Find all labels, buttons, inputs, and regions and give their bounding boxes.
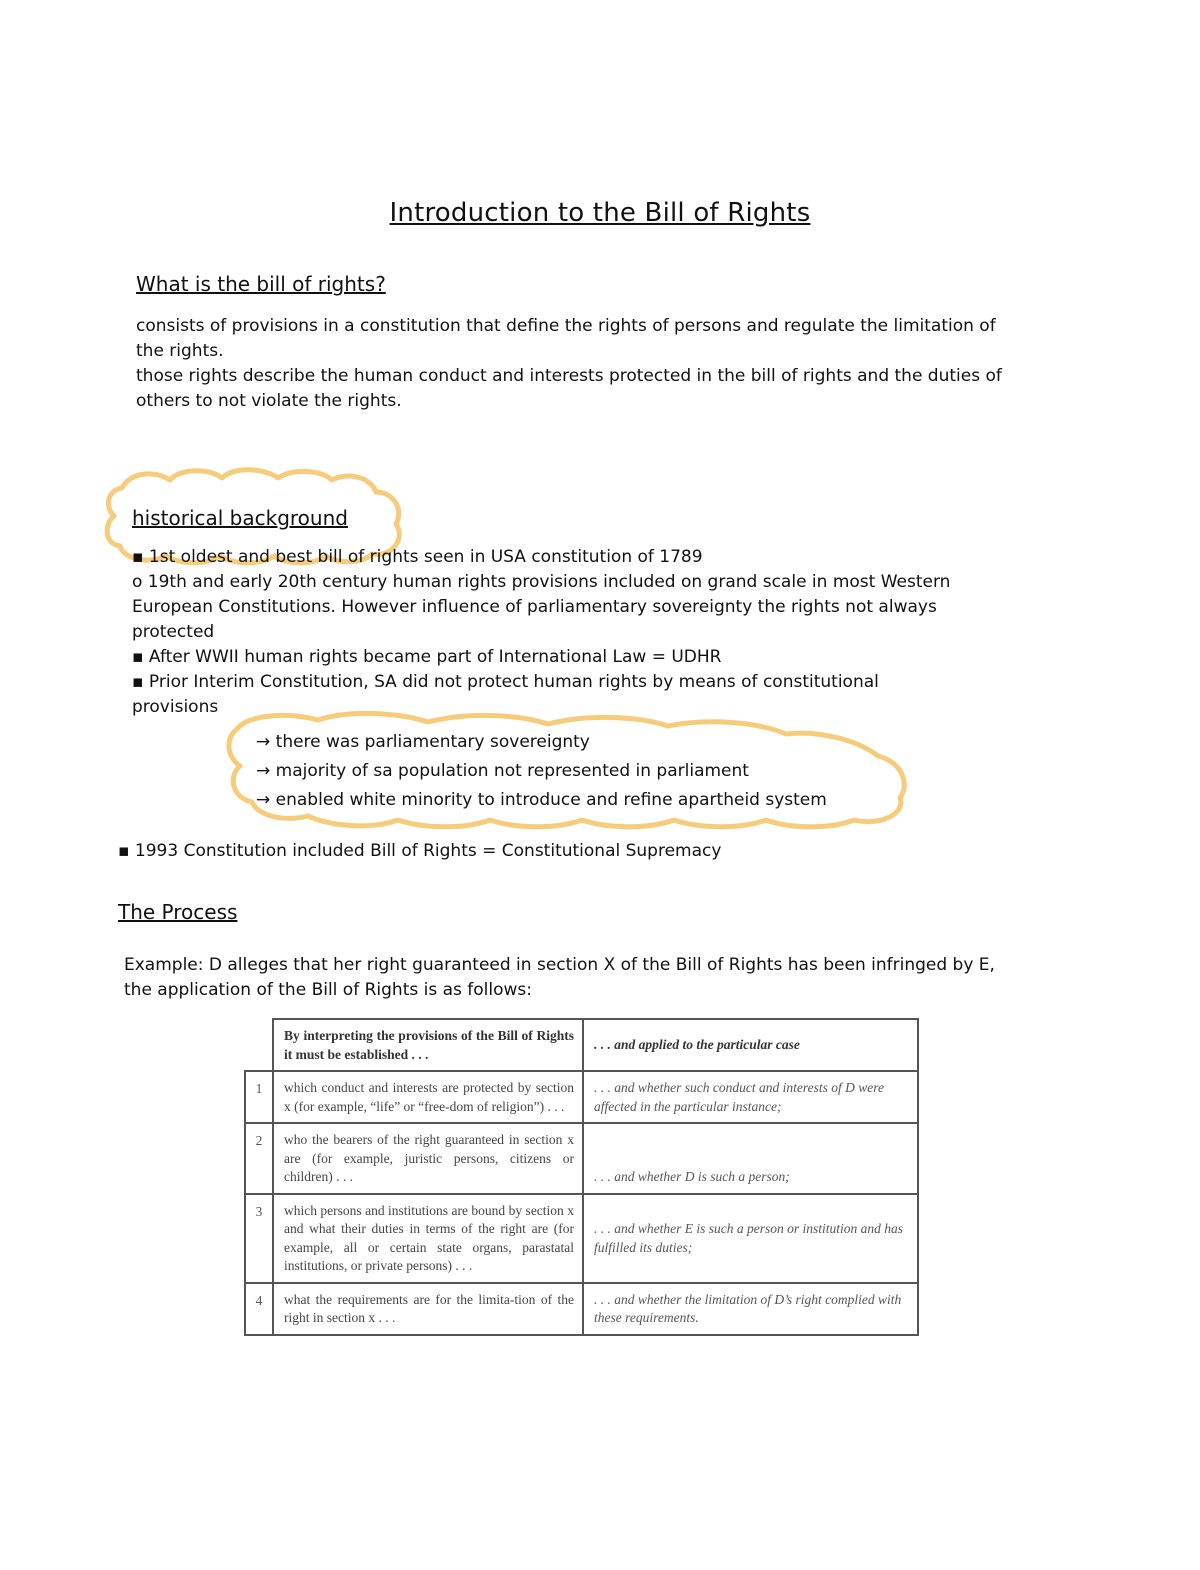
text-line: those rights describe the human conduct and interests protected in the bill of rights and the duties of [136,366,1002,386]
bullet-line: ▪ Prior Interim Constitution, SA did not protect human rights by means of constitutional [132,672,879,692]
row-right-cell: . . . and whether such conduct and interests of D were affected in the particular instance; [583,1071,918,1123]
bullet-line-final: ▪ 1993 Constitution included Bill of Rights = Constitutional Supremacy [118,841,722,861]
table-row [245,1283,918,1335]
bullet-line: protected [132,622,215,642]
row-left-cell: which conduct and interests are protected by section x (for example, “life” or “free-dom of religion”) . . . [273,1071,583,1123]
row-number: 3 [245,1194,273,1283]
bullet-line: ▪ After WWII human rights became part of International Law = UDHR [132,647,722,667]
table-row [245,1071,918,1123]
section1-body [136,314,1002,414]
table-row [245,1194,918,1283]
bullet-line: European Constitutions. However influence of parliamentary sovereignty the rights not always [132,597,937,617]
bullet-line: ▪ 1st oldest and best bill of rights seen in USA constitution of 1789 [132,547,703,567]
bullet-line: provisions [132,697,219,717]
row-right-cell: . . . and whether D is such a person; [583,1123,918,1194]
row-left-cell: what the requirements are for the limita-tion of the right in section x . . . [273,1283,583,1335]
row-left-cell: which persons and institutions are bound by section x and what their duties in terms of the right are (for example, all or certain state organs, parastatal institutions, or private persons) . . . [273,1194,583,1283]
text-line: the application of the Bill of Rights is as follows: [124,980,533,1000]
row-right-cell: . . . and whether E is such a person or institution and has fulfilled its duties; [583,1194,918,1283]
text-line: the rights. [136,341,224,361]
section-heading-historical: historical background [132,506,348,530]
arrow-list [256,728,827,815]
bullet-line: o 19th and early 20th century human rights provisions included on grand scale in most Western [132,572,951,592]
row-number: 1 [245,1071,273,1123]
text-line: consists of provisions in a constitution that define the rights of persons and regulate the limitation of [136,316,996,336]
arrow-item: → majority of sa population not represented in parliament [256,761,749,781]
section-heading-what-is: What is the bill of rights? [136,272,386,296]
table-row [245,1123,918,1194]
row-number: 4 [245,1283,273,1335]
table-header-row [245,1019,918,1071]
section2-body [132,545,950,720]
row-number: 2 [245,1123,273,1194]
table-header-right: . . . and applied to the particular case [583,1019,918,1071]
bill-of-rights-process-table [244,1018,919,1336]
text-line: Example: D alleges that her right guaranteed in section X of the Bill of Rights has been infringed by E, [124,955,995,975]
table-corner-cell [245,1019,273,1071]
row-right-cell: . . . and whether the limitation of D’s right complied with these requirements. [583,1283,918,1335]
arrow-item: → there was parliamentary sovereignty [256,732,590,752]
table-header-left: By interpreting the provisions of the Bill of Rights it must be established . . . [273,1019,583,1071]
document-title: Introduction to the Bill of Rights [389,198,811,228]
text-line: others to not violate the rights. [136,391,402,411]
row-left-cell: who the bearers of the right guaranteed in section x are (for example, juristic persons, citizens or children) . . . [273,1123,583,1194]
section-heading-process: The Process [118,900,238,924]
section3-body [124,953,995,1003]
arrow-item: → enabled white minority to introduce and refine apartheid system [256,790,827,810]
